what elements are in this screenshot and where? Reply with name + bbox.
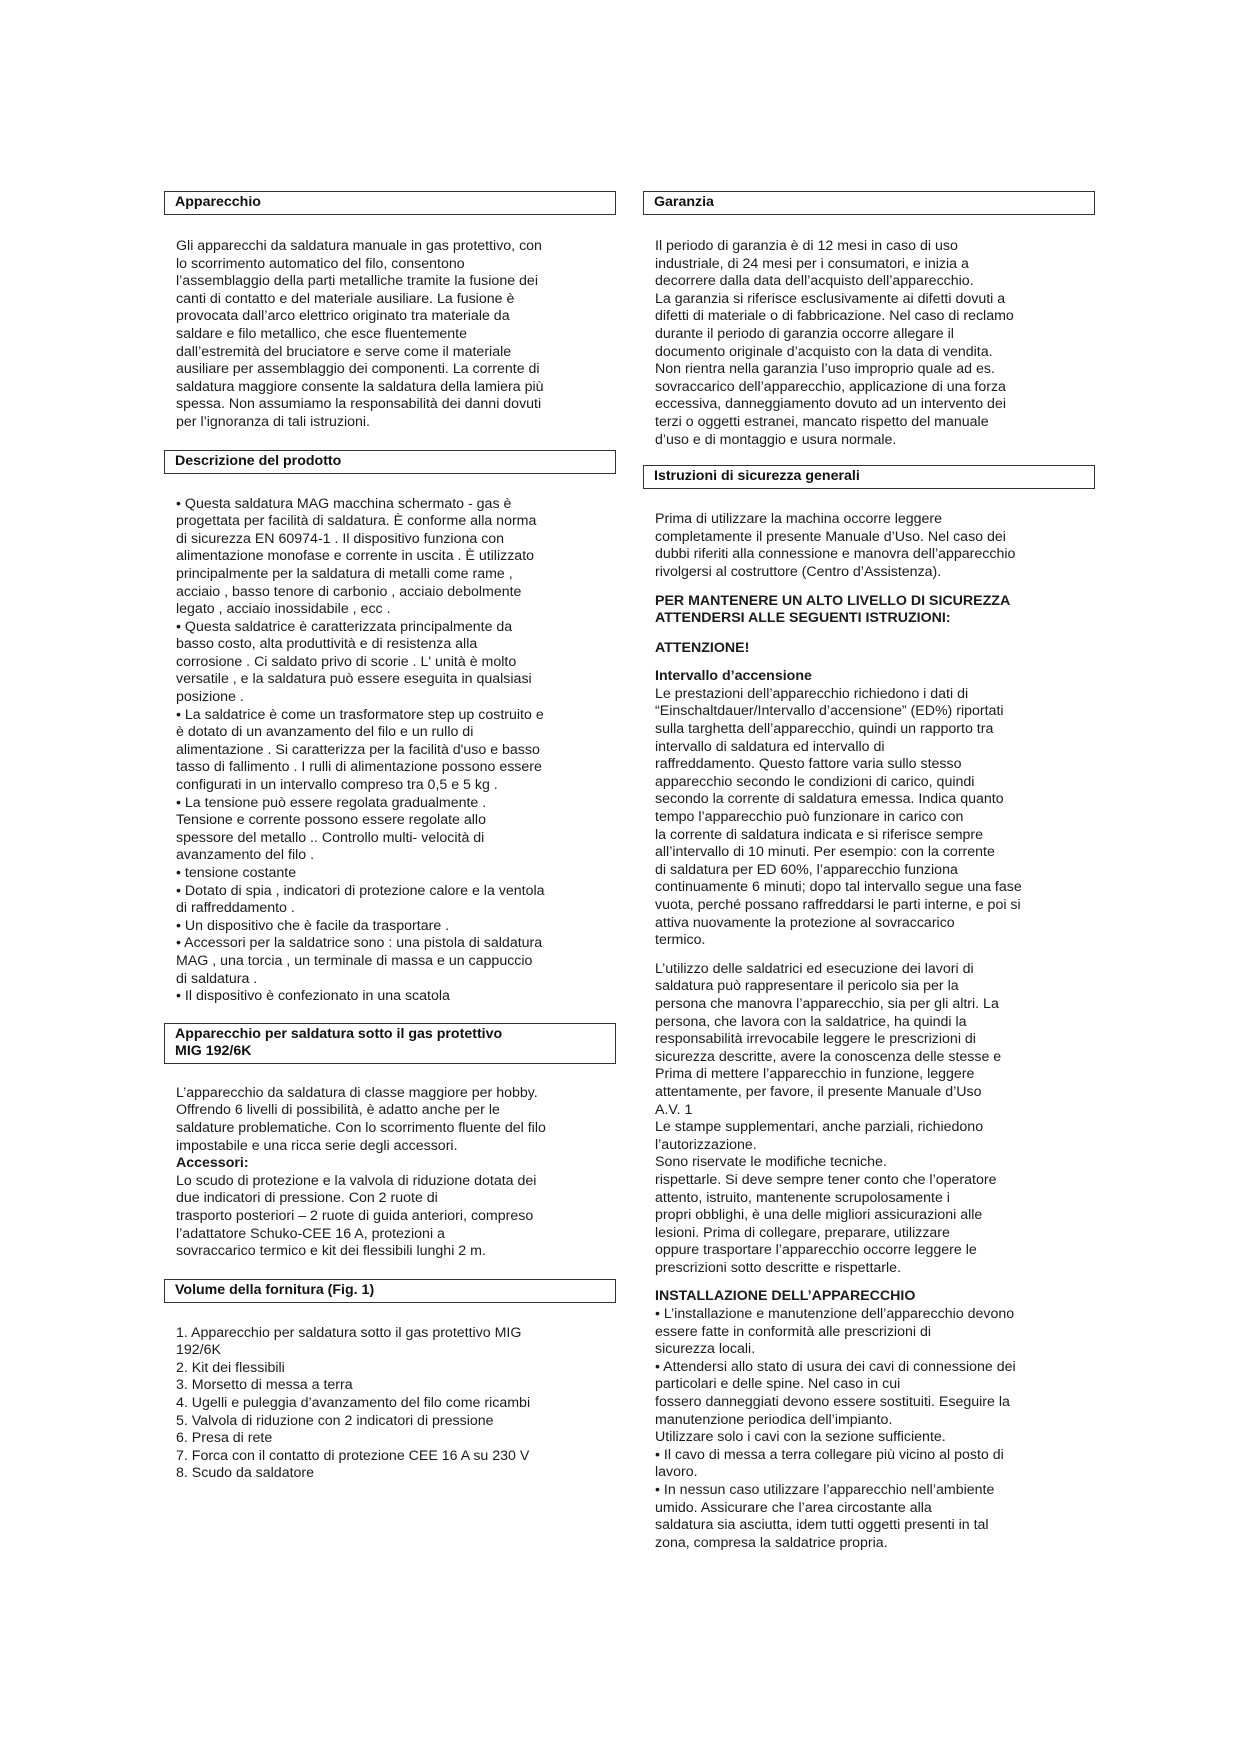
list-item: • Attendersi allo stato di usura dei cavi di connessione dei particolari e delle spine. Nel caso in cui fossero danneggiati devono essere sostituiti. Eseguire la manutenzione periodica dell’impianto. Utilizzare solo i cavi con la sezione sufficiente. [655,1358,1016,1446]
intervallo-label: Intervallo d’accensione [655,668,812,685]
intervallo-text: Le prestazioni dell’apparecchio richiedono i dati di “Einschaltdauer/Intervallo d’accensione” (ED%) riportati sulla targhetta dell’apparecchio, quindi un rapporto tra intervallo di saldatura ed intervallo di raffreddamento. Questo fattore varia sullo stesso apparecchio secondo le condizioni di carico, quindi secondo la corrente di saldatura emessa. Indica quanto tempo l’apparecchio può funzionare in carico con la corrente di saldatura indicata e si riferisce sempre all’intervallo di 10 minuti. Per esempio: con la corrente di saldatura per ED 60%, l’apparecchio funziona continuamente 6 minuti; dopo tal intervallo segue una fase vuota, perché possano raffreddarsi le parti interne, e poi si attiva nuovamente la protezione al sovraccarico termico. [655,685,1022,949]
sicurezza-caps: PER MANTENERE UN ALTO LIVELLO DI SICUREZZA ATTENDERSI ALLE SEGUENTI ISTRUZIONI: [655,592,1011,627]
volume-list [176,1325,604,1483]
heading-sicurezza: Istruzioni di sicurezza generali [643,465,1095,489]
right-column [643,191,1095,1552]
heading-descrizione: Descrizione del prodotto [164,450,616,474]
descrizione-text: • Questa saldatura MAG macchina schermato - gas è progettata per facilità di saldatura. È conforme alla norma di sicurezza EN 60974-1 . Il dispositivo funziona con alimentazione monofase e corrente in uscita . È utilizzato principalmente per la saldatura di metalli come rame , acciaio , basso tenore di carbonio , acciaio debolmente legato , acciaio inossidabile , ecc . • Questa saldatrice è caratterizzata principalmente da basso costo, alta produttività e di resistenza alla corrosione . Ci saldato privo di scorie . L' unità è molto versatile , e la saldatura può essere eseguita in qualsiasi posizione . • La saldatrice è come un trasformatore step up costruito e è dotato di un avanzamento del filo e un rullo di alimentazione . Si caratterizza per la facilità d'uso e basso tasso di fallimento . I rulli di alimentazione possono essere configurati in un intervallo compreso tra 0,5 e 5 kg . • La tensione può essere regolata gradualmente . Tensione e corrente possono essere regolate allo spessore del metallo .. Controllo multi- velocità di avanzamento del filo . • tensione costante • Dotato di spia , indicatori di protezione calore e la ventola di raffreddamento . • Un dispositivo che è facile da trasportare . • Accessori per la saldatrice sono : una pistola di saldatura MAG , una torcia , un terminale di massa e un cappuccio di saldatura . • Il dispositivo è confezionato in una scatola [176,495,545,1005]
apparecchio-text: Gli apparecchi da saldatura manuale in gas protettivo, con lo scorrimento automatico del filo, consentono l’assemblaggio della parti metalliche tramite la fusione dei canti di contatto e del materiale ausiliare. La fusione è provocata dall’arco elettrico originato tra materiale da saldare e filo metallico, che esce fluentemente dall’estremità del bruciatore e serve come il materiale ausiliare per assemblaggio dei componenti. La corrente di saldatura maggiore consente la saldatura della lamiera più spessa. Non assumiamo la responsabilità dei danni dovuti per l’ignoranza di tali istruzioni. [176,238,544,430]
list-item: • L’installazione e manutenzione dell’apparecchio devono essere fatte in conformità alle prescrizioni di sicurezza locali. [655,1306,1015,1358]
installazione-list [655,1306,1083,1552]
mig-text: L’apparecchio da saldatura di classe maggiore per hobby. Offrendo 6 livelli di possibilità, è adatto anche per le saldature problematiche. Con lo scorrimento fluente del filo impostabile e una ricca serie degli accessori. [176,1084,546,1154]
list-item: 1. Apparecchio per saldatura sotto il gas protettivo MIG 192/6K [176,1324,522,1359]
list-item: 7. Forca con il contatto di protezione CEE 16 A su 230 V [176,1447,530,1464]
heading-mig: Apparecchio per saldatura sotto il gas protettivo MIG 192/6K [164,1023,616,1064]
attenzione-label: ATTENZIONE! [655,639,750,656]
heading-apparecchio: Apparecchio [164,191,616,215]
accessori-text: Lo scudo di protezione e la valvola di riduzione dotata dei due indicatori di pressione. Con 2 ruote di trasporto posteriori – 2 ruote di guida anteriori, compreso l’adattatore Schuko-CEE 16 A, protezioni a sovraccarico termico e kit dei flessibili lunghi 2 m. [176,1172,537,1260]
garanzia-text: Il periodo di garanzia è di 12 mesi in caso di uso industriale, di 24 mesi per i consumatori, e inizia a decorrere dalla data dell’acquisto dell’apparecchio. La garanzia si riferisce esclusivamente ai difetti dovuti a difetti di materiale o di fabbricazione. Nel caso di reclamo durante il periodo di garanzia occorre allegare il documento originale d’acquisto con la data di vendita. Non rientra nella garanzia l’uso improprio quale ad es. sovraccarico dell’apparecchio, applicazione di una forza eccessiva, danneggiamento dovuto ad un intervento dei terzi o oggetti estranei, mancato rispetto del manuale d’uso e di montaggio e usura normale. [655,238,1014,448]
left-column [164,191,616,1483]
list-item: • Il cavo di messa a terra collegare più vicino al posto di lavoro. [655,1446,1004,1481]
list-item: 8. Scudo da saldatore [176,1465,315,1482]
installazione-label: INSTALLAZIONE DELL’APPARECCHIO [655,1288,916,1305]
list-item: • In nessun caso utilizzare l’apparecchio nell’ambiente umido. Assicurare che l’area circostante alla saldatura sia asciutta, idem tutti oggetti presenti in tal zona, compresa la saldatrice propria. [655,1482,995,1551]
heading-garanzia: Garanzia [643,191,1095,215]
list-item: 2. Kit dei flessibili [176,1359,285,1376]
list-item: 4. Ugelli e puleggia d’avanzamento del filo come ricambi [176,1395,531,1412]
list-item: 6. Presa di rete [176,1430,273,1447]
sicurezza-intro: Prima di utilizzare la machina occorre leggere completamente il presente Manuale d’Uso. Nel caso dei dubbi riferiti alla connessione e manovra dell’apparecchio rivolgersi al costruttore (Centro d’Assistenza). [655,511,1016,580]
utilizzo-text: L’utilizzo delle saldatrici ed esecuzione dei lavori di saldatura può rappresentare il pericolo sia per la persona che manovra l’apparecchio, sia per gli altri. La persona, che lavora con la saldatrice, ha quindi la responsabilità irrevocabile leggere le prescrizioni di sicurezza descritte, avere la conoscenza delle stesse e Prima di mettere l’apparecchio in funzione, leggere attentamente, per favore, il presente Manuale d’Uso A.V. 1 Le stampe supplementari, anche parziali, richiedono l’autorizzazione. Sono riservate le modifiche tecniche. rispettarle. Si deve sempre tener conto che l’operatore attento, istruito, mantenente scrupolosamente i propri obblighi, è una delle migliori assicurazioni alle lesioni. Prima di collegare, preparare, utilizzare oppure trasportare l’apparecchio occorre leggere le prescrizioni sotto descritte e rispettarle. [655,960,1002,1276]
list-item: 3. Morsetto di messa a terra [176,1377,353,1394]
accessori-label: Accessori: [176,1155,249,1172]
list-item: 5. Valvola di riduzione con 2 indicatori di pressione [176,1412,494,1429]
heading-volume: Volume della fornitura (Fig. 1) [164,1279,616,1303]
